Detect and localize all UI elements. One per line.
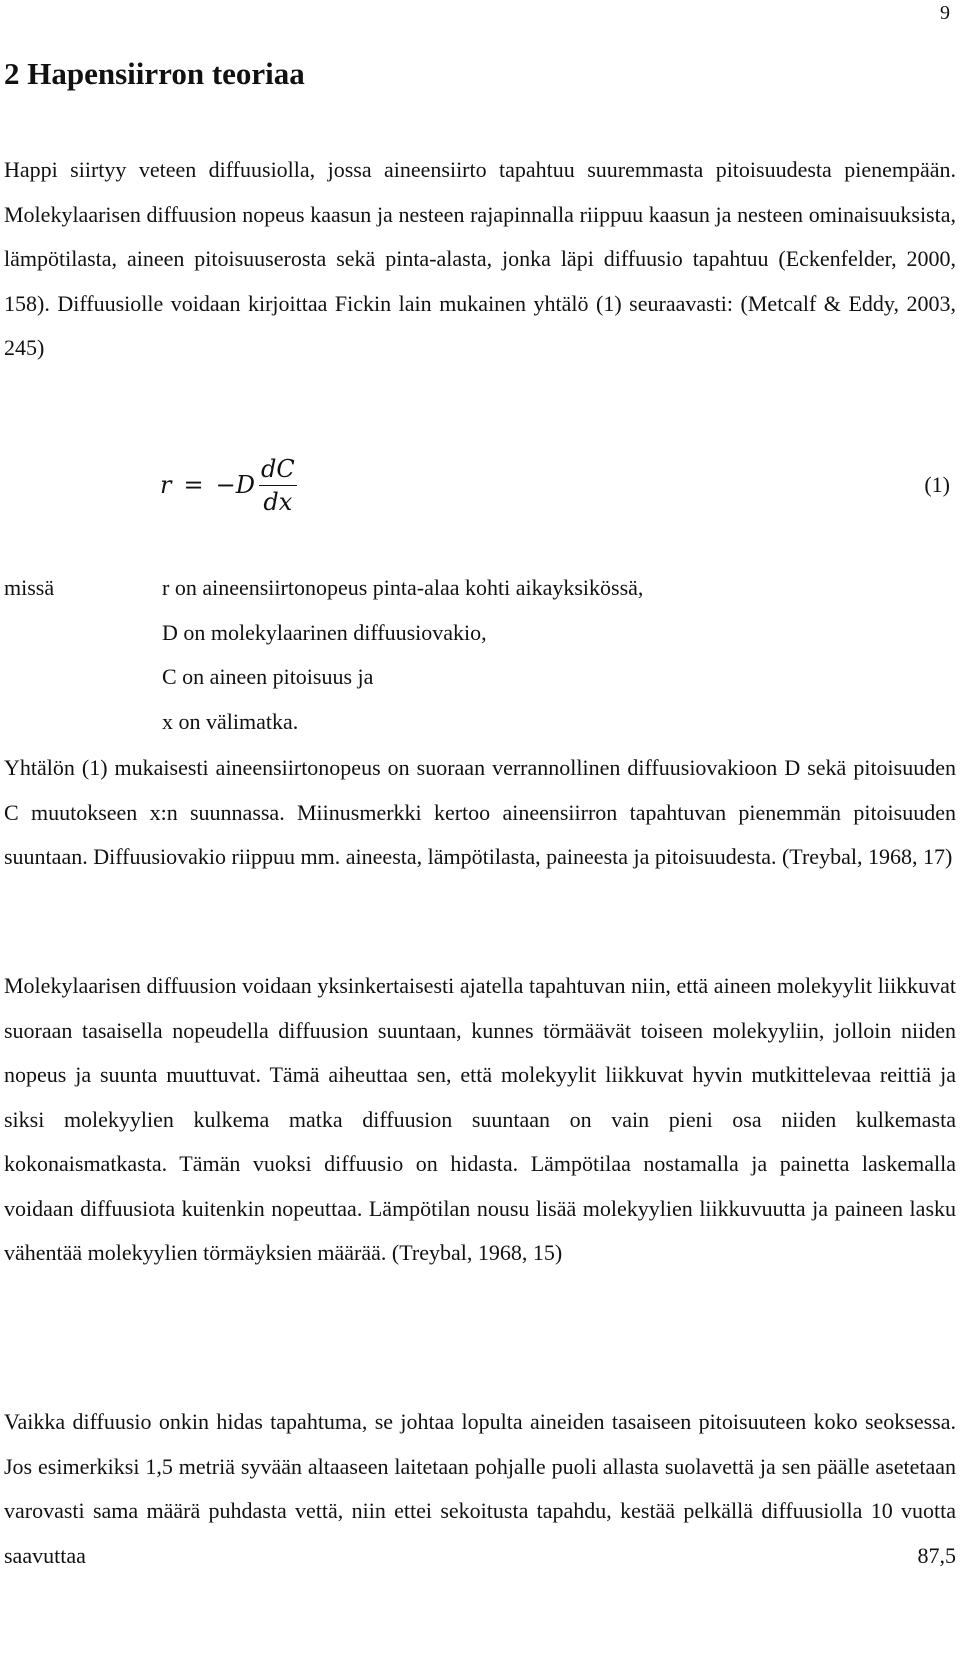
paragraph-intro: Happi siirtyy veteen diffuusiolla, jossa aineensiirto tapahtuu suuremmasta pitoisuudesta pienempään. Molekylaarisen diffuusion nopeus kaasun ja nesteen rajapinnalla riippuu kaasun ja nesteen ominaisuuksista, lämpötilasta, aineen pitoisuuserosta sekä pinta-alasta, jonka läpi diffuusio tapahtuu (Eckenfelder, 2000, 158). Diffuusiolle voidaan kirjoittaa Fickin lain mukainen yhtälö (1) seuraavasti: (Metcalf & Eddy, 2003, 245) [4,157,956,360]
section-heading: 2 Hapensiirron teoriaa [4,56,305,91]
definitions-label: missä [4,575,55,600]
equation-fick [0,450,960,530]
paragraph-explanation: Yhtälön (1) mukaisesti aineensiirtonopeus on suoraan verrannollinen diffuusiovakioon D sekä pitoisuuden C muutokseen x:n suunnassa. Miinusmerkki kertoo aineensiirron tapahtuvan pienemmän pitoisuuden suuntaan. Diffuusiovakio riippuu mm. aineesta, lämpötilasta, paineesta ja pitoisuudesta. (Treybal, 1968, 17) [4,755,956,869]
equation-numerator: dC [259,455,297,486]
equation-minus-d: −D [215,471,255,499]
page-number: 9 [940,2,950,24]
paragraph-molecular-diffusion: Molekylaarisen diffuusion voidaan yksinkertaisesti ajatella tapahtuvan niin, että aineen molekyylit liikkuvat suoraan tasaisella nopeudella diffuusion suuntaan, kunnes törmäävät toiseen molekyyliin, jolloin niiden nopeus ja suunta muuttuvat. Tämä aiheuttaa sen, että molekyylit liikkuvat hyvin mutkittelevaa reittiä ja siksi molekyylien kulkema matka diffuusion suuntaan on vain pieni osa niiden kulkemasta kokonaismatkasta. Tämän vuoksi diffuusio on hidasta. Lämpötilaa nostamalla ja painetta laskemalla voidaan diffuusiota kuitenkin nopeuttaa. Lämpötilan nousu lisää molekyylien liikkuvuutta ja paineen lasku vähentää molekyylien törmäyksien määrää. (Treybal, 1968, 15) [4,973,956,1265]
equation-denominator: dx [263,487,293,516]
paragraph-example: Vaikka diffuusio onkin hidas tapahtuma, se johtaa lopulta aineiden tasaiseen pitoisuuteen koko seoksessa. Jos esimerkiksi 1,5 metriä syvään altaaseen laitetaan pohjalle puoli allasta suolavettä ja sen päälle asetetaan varovasti sama määrä puhdasta vettä, niin ettei sekoitusta tapahdu, kestää pelkällä diffuusiolla 10 vuotta saavuttaa 87,5 [4,1409,956,1568]
definition-item: C on aineen pitoisuus ja [162,664,374,689]
equation-body [160,450,297,520]
definitions-list [162,566,643,744]
definition-item: D on molekylaarinen diffuusiovakio, [162,619,487,645]
equation-equals: = [183,471,204,499]
equation-fraction [259,455,297,516]
equation-number: (1) [924,472,950,497]
equation-lhs: r [160,471,172,499]
definition-item: x on välimatka. [162,708,299,734]
definition-item: r on aineensiirtonopeus pinta-alaa kohti aikayksikössä, [162,575,644,600]
